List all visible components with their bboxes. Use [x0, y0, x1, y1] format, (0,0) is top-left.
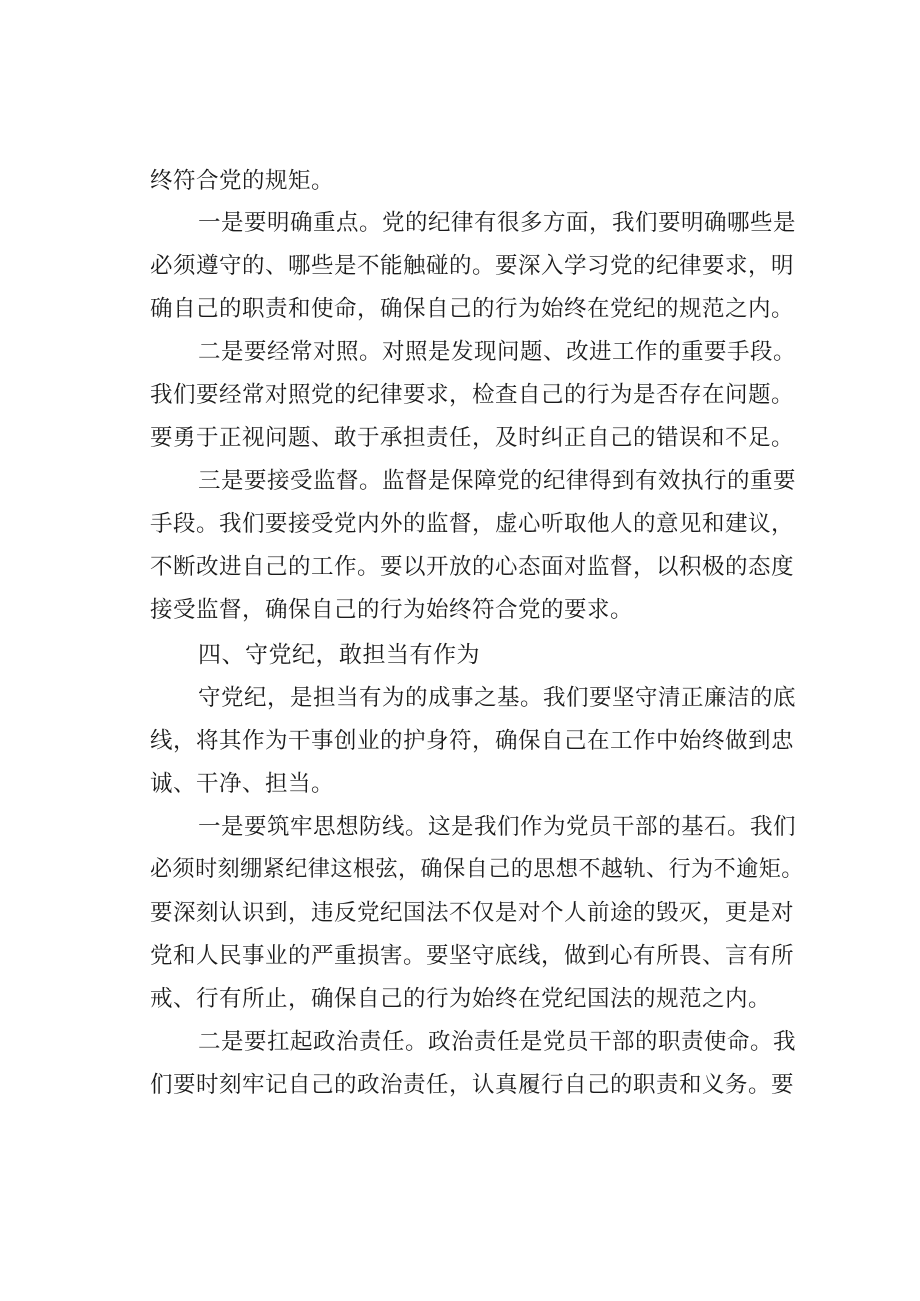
paragraph-first-line: 三是要接受监督。监督是保障党的纪律得到有效执行的重要 [198, 468, 797, 494]
text-line: 们要时刻牢记自己的政治责任，认真履行自己的职责和义务。要 [150, 1072, 795, 1098]
paragraph-first-line: 二是要扛起政治责任。政治责任是党员干部的职责使命。我 [198, 1029, 797, 1055]
text-line: 我们要经常对照党的纪律要求，检查自己的行为是否存在问题。 [150, 382, 795, 408]
text-line: 确自己的职责和使命，确保自己的行为始终在党纪的规范之内。 [150, 296, 795, 322]
section-heading: 四、守党纪，敢担当有作为 [198, 642, 480, 668]
text-line: 要勇于正视问题、敢于承担责任，及时纠正自己的错误和不足。 [150, 425, 795, 451]
text-line: 线，将其作为干事创业的护身符，确保自己在工作中始终做到忠 [150, 728, 795, 754]
text-line: 终符合党的规矩。 [150, 168, 335, 194]
text-line: 接受监督，确保自己的行为始终符合党的要求。 [150, 597, 634, 623]
text-line: 要深刻认识到，违反党纪国法不仅是对个人前途的毁灭，更是对 [150, 900, 795, 926]
text-line: 不断改进自己的工作。要以开放的心态面对监督，以积极的态度 [150, 554, 795, 580]
paragraph-first-line: 一是要筑牢思想防线。这是我们作为党员干部的基石。我们 [198, 814, 797, 840]
paragraph-first-line: 一是要明确重点。党的纪律有很多方面，我们要明确哪些是 [198, 210, 797, 236]
paragraph-first-line: 二是要经常对照。对照是发现问题、改进工作的重要手段。 [198, 339, 797, 365]
text-line: 必须时刻绷紧纪律这根弦，确保自己的思想不越轨、行为不逾矩。 [150, 857, 804, 882]
text-line: 戒、行有所止，确保自己的行为始终在党纪国法的规范之内。 [150, 986, 772, 1012]
text-line: 党和人民事业的严重损害。要坚守底线，做到心有所畏、言有所 [150, 943, 795, 969]
text-line: 诚、干净、担当。 [150, 771, 335, 797]
text-line: 必须遵守的、哪些是不能触碰的。要深入学习党的纪律要求，明 [150, 253, 795, 279]
paragraph-first-line: 守党纪，是担当有为的成事之基。我们要坚守清正廉洁的底 [198, 685, 797, 711]
text-line: 手段。我们要接受党内外的监督，虚心听取他人的意见和建议， [150, 511, 795, 537]
